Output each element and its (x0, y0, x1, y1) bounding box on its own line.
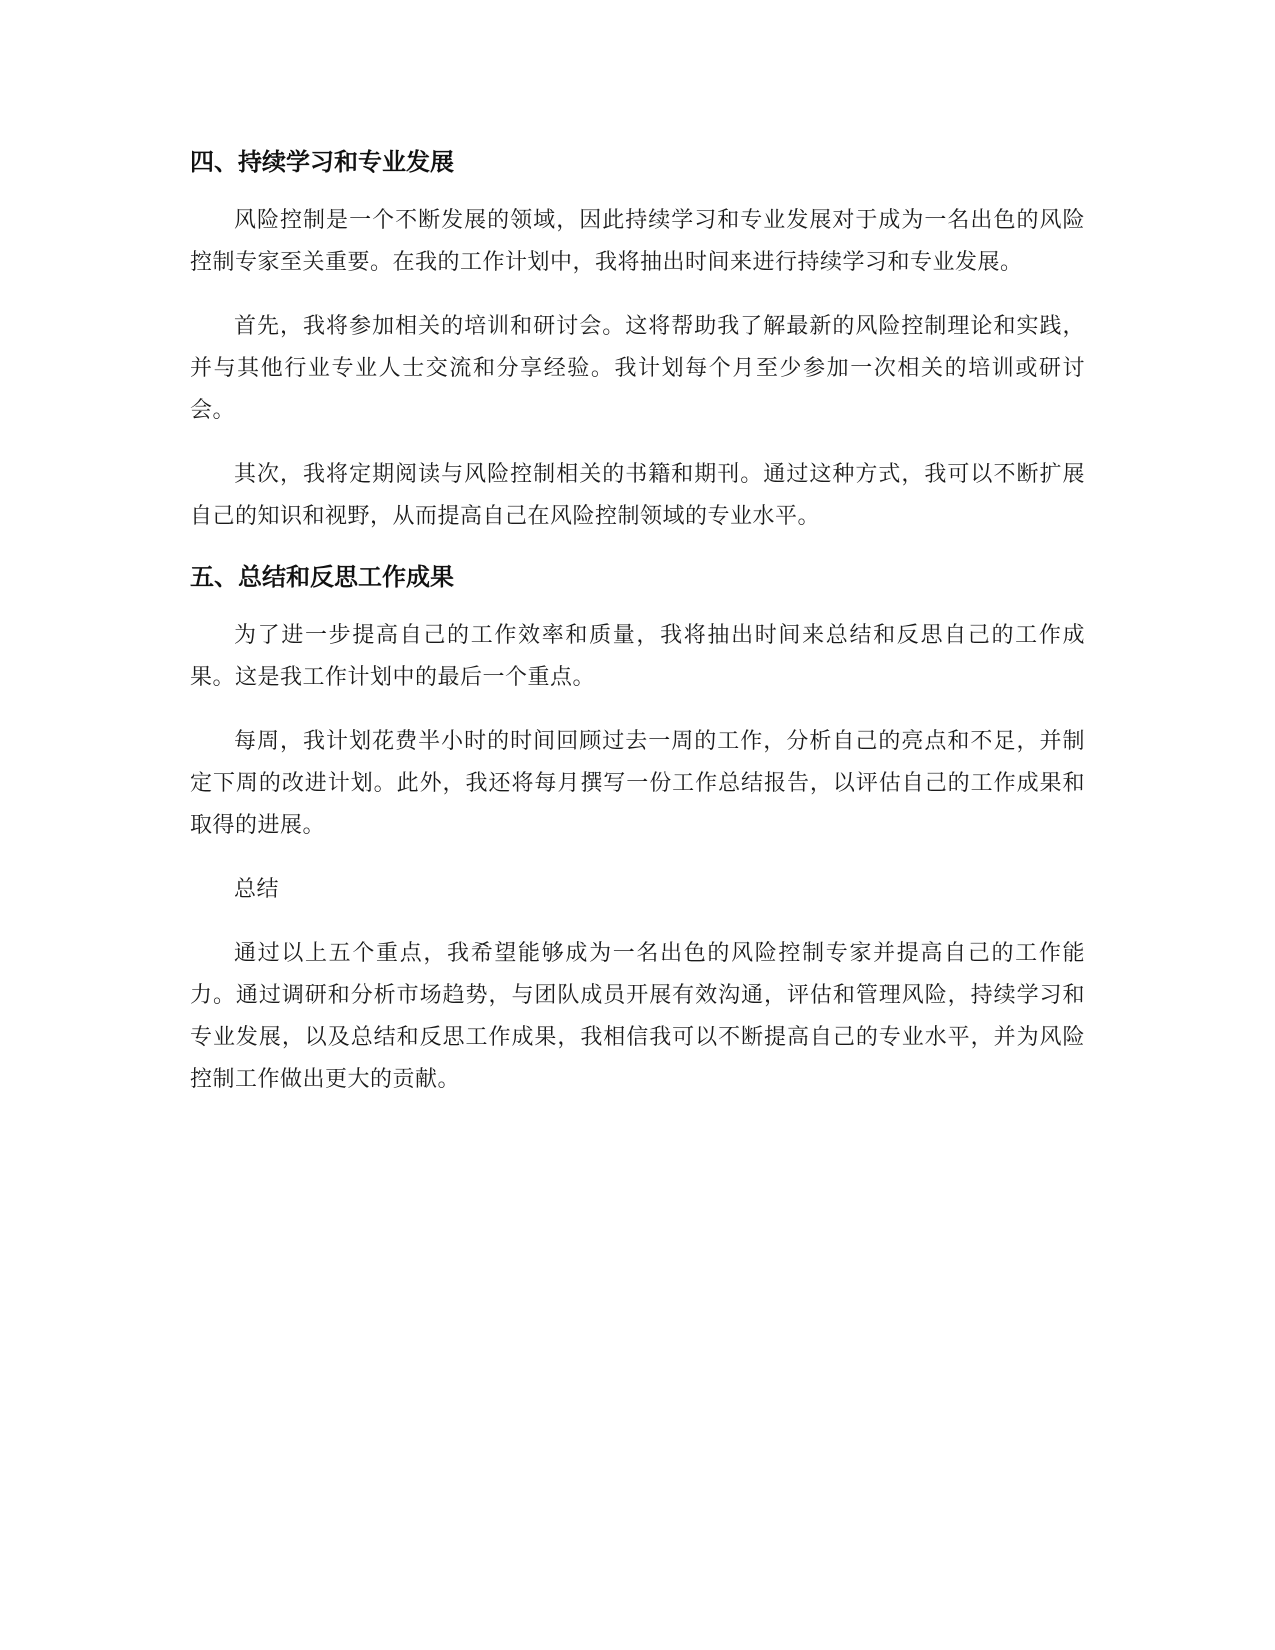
section-4-paragraph-2: 首先，我将参加相关的培训和研讨会。这将帮助我了解最新的风险控制理论和实践，并与其他行业专业人士交流和分享经验。我计划每个月至少参加一次相关的培训或研讨会。 (190, 314, 1085, 423)
section-heading-5: 五、总结和反思工作成果 (190, 563, 454, 591)
section-5-paragraph-2: 每周，我计划花费半小时的时间回顾过去一周的工作，分析自己的亮点和不足，并制定下周的改进计划。此外，我还将每月撰写一份工作总结报告，以评估自己的工作成果和取得的进展。 (190, 729, 1085, 838)
section-4-paragraph-1: 风险控制是一个不断发展的领域，因此持续学习和专业发展对于成为一名出色的风险控制专家至关重要。在我的工作计划中，我将抽出时间来进行持续学习和专业发展。 (190, 208, 1085, 275)
section-heading-4: 四、持续学习和专业发展 (190, 148, 454, 176)
summary-paragraph: 通过以上五个重点，我希望能够成为一名出色的风险控制专家并提高自己的工作能力。通过调研和分析市场趋势，与团队成员开展有效沟通，评估和管理风险，持续学习和专业发展，以及总结和反思工作成果，我相信我可以不断提高自己的专业水平，并为风险控制工作做出更大的贡献。 (190, 941, 1085, 1092)
summary-label: 总结 (234, 877, 280, 902)
section-4-paragraph-3: 其次，我将定期阅读与风险控制相关的书籍和期刊。通过这种方式，我可以不断扩展自己的知识和视野，从而提高自己在风险控制领域的专业水平。 (190, 462, 1085, 529)
section-5-paragraph-1: 为了进一步提高自己的工作效率和质量，我将抽出时间来总结和反思自己的工作成果。这是我工作计划中的最后一个重点。 (190, 623, 1085, 690)
